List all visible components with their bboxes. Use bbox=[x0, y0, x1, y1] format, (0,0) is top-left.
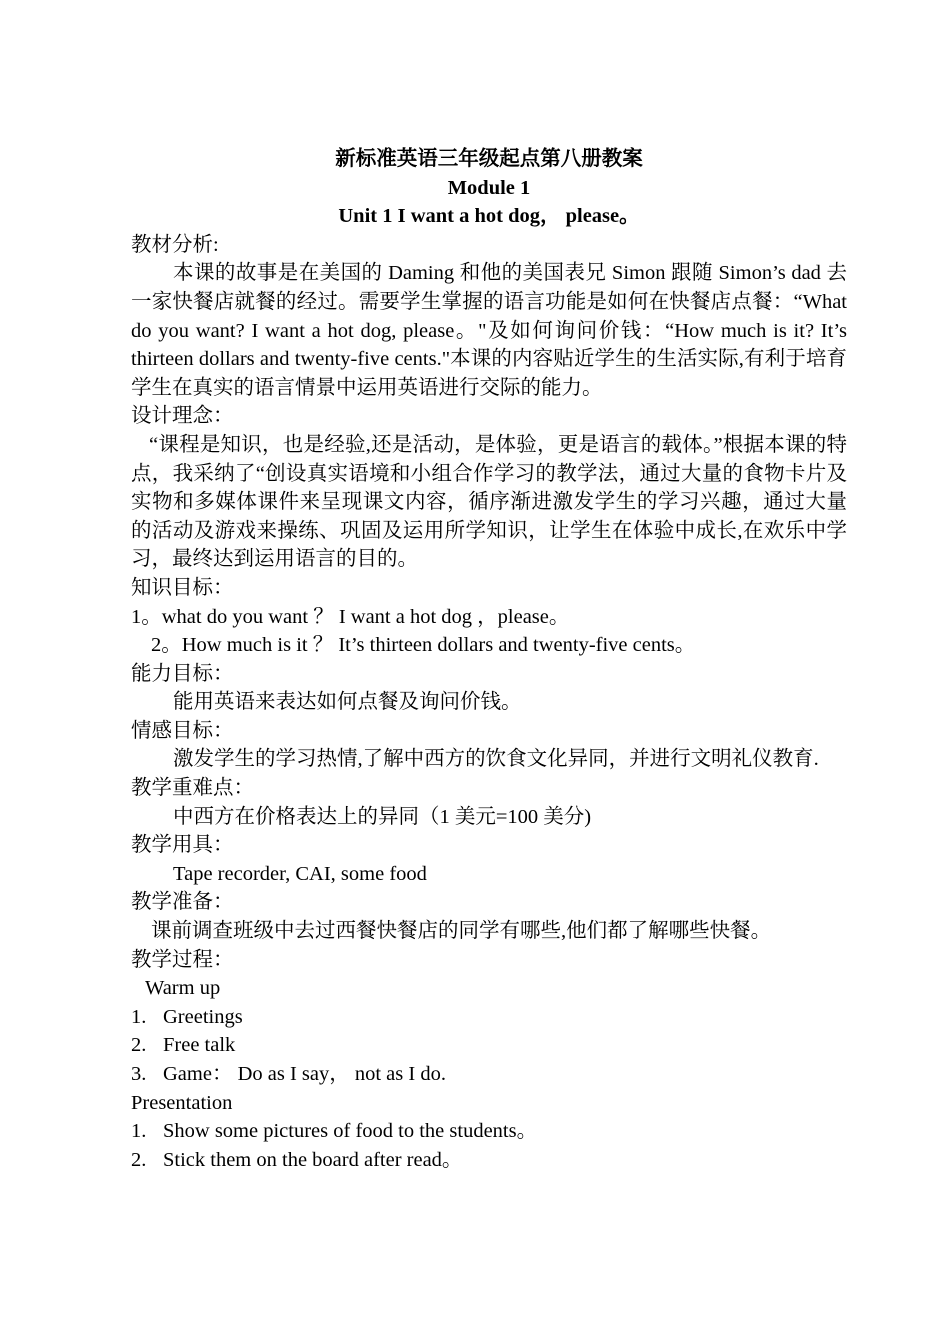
prep-heading: 教学准备： bbox=[131, 891, 234, 914]
tools-heading: 教学用具： bbox=[131, 834, 234, 857]
list-item: 2. Stick them on the board after read。 bbox=[131, 1148, 463, 1171]
warmup-heading: Warm up bbox=[145, 977, 221, 1000]
document-page bbox=[131, 145, 847, 1174]
ability-body: 能用英语来表达如何点餐及询问价钱。 bbox=[173, 691, 522, 714]
prep-body: 课前调查班级中去过西餐快餐店的同学有哪些,他们都了解哪些快餐。 bbox=[151, 920, 772, 943]
presentation-heading: Presentation bbox=[131, 1091, 233, 1114]
emotion-heading: 情感目标： bbox=[131, 719, 234, 742]
analysis-heading: 教材分析: bbox=[131, 233, 219, 256]
list-item: 1. Greetings bbox=[131, 1005, 243, 1028]
knowledge-goal-1: 1。what do you want ？ I want a hot dog ，please。 bbox=[131, 605, 570, 628]
presentation-list bbox=[131, 1117, 847, 1174]
doc-title: 新标准英语三年级起点第八册教案 bbox=[335, 148, 643, 170]
emotion-body: 激发学生的学习热情,了解中西方的饮食文化异同，并进行文明礼仪教育. bbox=[173, 748, 819, 771]
process-heading: 教学过程： bbox=[131, 948, 234, 971]
module-title: Module 1 bbox=[447, 176, 531, 199]
key-points-body: 中西方在价格表达上的异同（1 美元=100 美分) bbox=[173, 805, 592, 828]
warmup-list bbox=[131, 1003, 847, 1089]
analysis-body: 本课的故事是在美国的 Daming 和他的美国表兄 Simon 跟随 Simon’s dad 去一家快餐店就餐的经过。需要学生掌握的语言功能是如何在快餐店点餐：“What do you want? I want a hot dog, please。"及如何询问价钱：“How much is it? It’s thirteen dollars and twenty-five cents."本课的内容贴近学生的生活实际,有利于培育学生在真实的语言情景中运用英语进行交际的能力。 bbox=[131, 262, 847, 399]
list-item: 3. Game： Do as I say， not as I do. bbox=[131, 1063, 446, 1085]
list-item: 2. Free talk bbox=[131, 1034, 236, 1057]
ability-heading: 能力目标： bbox=[131, 662, 234, 685]
knowledge-goal-2: 2。How much is it ？ It’s thirteen dollars and twenty-five cents。 bbox=[151, 634, 696, 657]
unit-title: Unit 1 I want a hot dog， please。 bbox=[338, 205, 640, 228]
concept-heading: 设计理念： bbox=[131, 405, 234, 428]
knowledge-heading: 知识目标： bbox=[131, 576, 234, 599]
concept-body: “课程是知识，也是经验,还是活动，是体验，更是语言的载体。”根据本课的特点，我采纳了“创设真实语境和小组合作学习的教学法，通过大量的食物卡片及实物和多媒体课件来呈现课文内容，循序渐进激发学生的学习兴趣，通过大量的活动及游戏来操练、巩固及运用所学知识，让学生在体验中成长,在欢乐中学习，最终达到运用语言的目的。 bbox=[131, 433, 847, 571]
key-points-heading: 教学重难点： bbox=[131, 777, 254, 800]
list-item: 1. Show some pictures of food to the students。 bbox=[131, 1120, 538, 1143]
tools-body: Tape recorder, CAI, some food bbox=[173, 862, 427, 885]
